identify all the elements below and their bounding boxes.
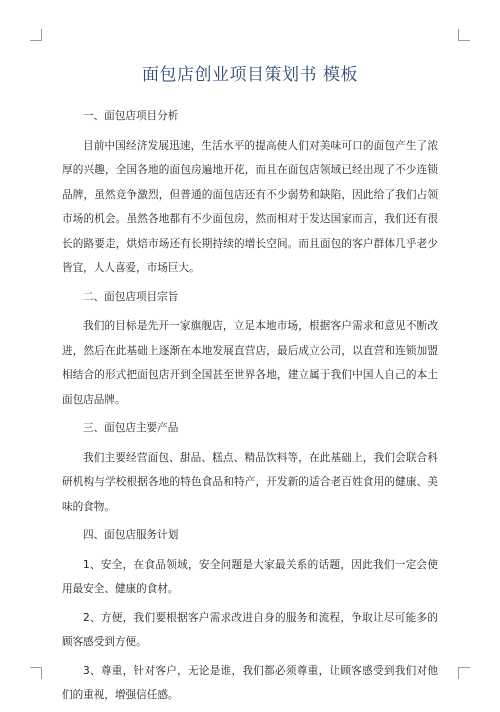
document-body [62,104,438,712]
section-heading: 二、面包店项目宗旨 [83,290,179,303]
corner-mark-bottom-right-h [458,667,470,668]
corner-mark-top-left-v [41,29,42,41]
document-title: 面包店创业项目策划书 模板 [142,65,358,85]
list-item: 2、方便，我们要根据客户需求改进自身的服务和流程，争取让尽可能多的顾客感受到方便。 [62,611,438,648]
list-item: 3、尊重，针对客户，无论是谁，我们都必须尊重，让顾客感受到我们对他们的重视，增强信任感。 [62,664,438,701]
section-heading: 三、面包店主要产品 [83,422,179,434]
corner-mark-top-right-h [458,40,470,41]
section-heading: 一、面包店项目分析 [83,110,179,122]
list-item: 1、安全，在食品领域，安全问题是大家最关系的话题，因此我们一定会使用最安全、健康的食材。 [62,558,438,595]
corner-mark-bottom-left-v [41,667,42,679]
corner-mark-bottom-right-v [458,667,459,679]
section-paragraph: 目前中国经济发展迅速，生活水平的提高使人们对美味可口的面包产生了浓厚的兴趣，全国各地的面包房遍地开花，而且在面包店领域已经出现了不少连锁品牌，虽然竞争激烈，但普通的面包店还有不少弱势和缺陷，因此给了我们占领市场的机会。虽然各地都有不少面包房，然而相对于发达国家而言，我们还有很长的路要走，烘焙市场还有长期持续的增长空间。而且面包的客户群体几乎老少皆宜，人人喜爱，市场巨大。 [62,139,438,274]
section-paragraph: 我们的目标是先开一家旗舰店，立足本地市场，根据客户需求和意见不断改进，然后在此基础上逐渐在本地发展直营店，最后成立公司，以直营和连锁加盟相结合的形式把面包店开到全国甚至世界各地，建立属于我们中国人自己的本土面包店品牌。 [62,320,438,406]
section-heading: 四、面包店服务计划 [83,529,179,541]
corner-mark-top-right-v [458,29,459,41]
section-paragraph: 我们主要经营面包、甜品、糕点、精品饮料等，在此基础上，我们会联合科研机构与学校根据各地的特色食品和特产，开发新的适合老百姓食用的健康、美味的食物。 [62,451,438,513]
